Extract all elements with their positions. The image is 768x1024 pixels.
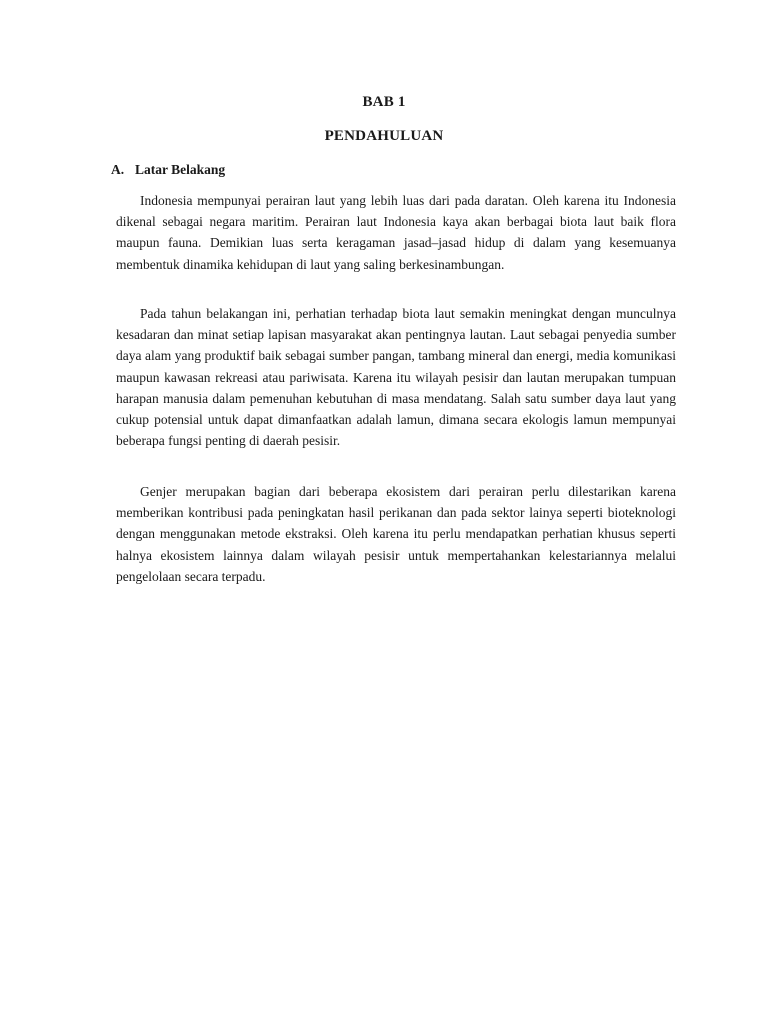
paragraph-3: Genjer merupakan bagian dari beberapa ekosistem dari perairan perlu dilestarikan karena memberikan kontribusi pada peningkatan hasil perikanan dan pada sektor lainya seperti bioteknologi dengan menggunakan metode ekstraksi. Oleh karena itu perlu mendapatkan perhatian khusus seperti halnya ekosistem lainnya dalam wilayah pesisir untuk mempertahankan kelestariannya melalui pengelolaan secara terpadu.	[116, 484, 676, 584]
section-marker: A.	[111, 162, 125, 177]
chapter-number: BAB 1	[362, 94, 406, 110]
chapter-title: PENDAHULUAN	[324, 128, 444, 144]
section-heading	[111, 162, 225, 178]
section-title: Latar Belakang	[135, 162, 226, 177]
paragraph-2: Pada tahun belakangan ini, perhatian terhadap biota laut semakin meningkat dengan munculnya kesadaran dan minat setiap lapisan masyarakat akan pentingnya lautan. Laut sebagai penyedia sumber daya alam yang produktif baik sebagai sumber pangan, tambang mineral dan energi, media komunikasi maupun kawasan rekreasi atau pariwisata. Karena itu wilayah pesisir dan lautan merupakan tumpuan harapan manusia dalam pemenuhan kebutuhan di masa mendatang. Salah satu sumber daya laut yang cukup potensial untuk dapat dimanfaatkan adalah lamun, dimana secara ekologis lamun mempunyai beberapa fungsi penting di daerah pesisir.	[116, 306, 676, 449]
paragraph-1: Indonesia mempunyai perairan laut yang lebih luas dari pada daratan. Oleh karena itu Indonesia dikenal sebagai negara maritim. Perairan laut Indonesia kaya akan berbagai biota laut baik flora maupun fauna. Demikian luas serta keragaman jasad–jasad hidup di dalam yang kesemuanya membentuk dinamika kehidupan di laut yang saling berkesinambungan.	[116, 193, 676, 272]
